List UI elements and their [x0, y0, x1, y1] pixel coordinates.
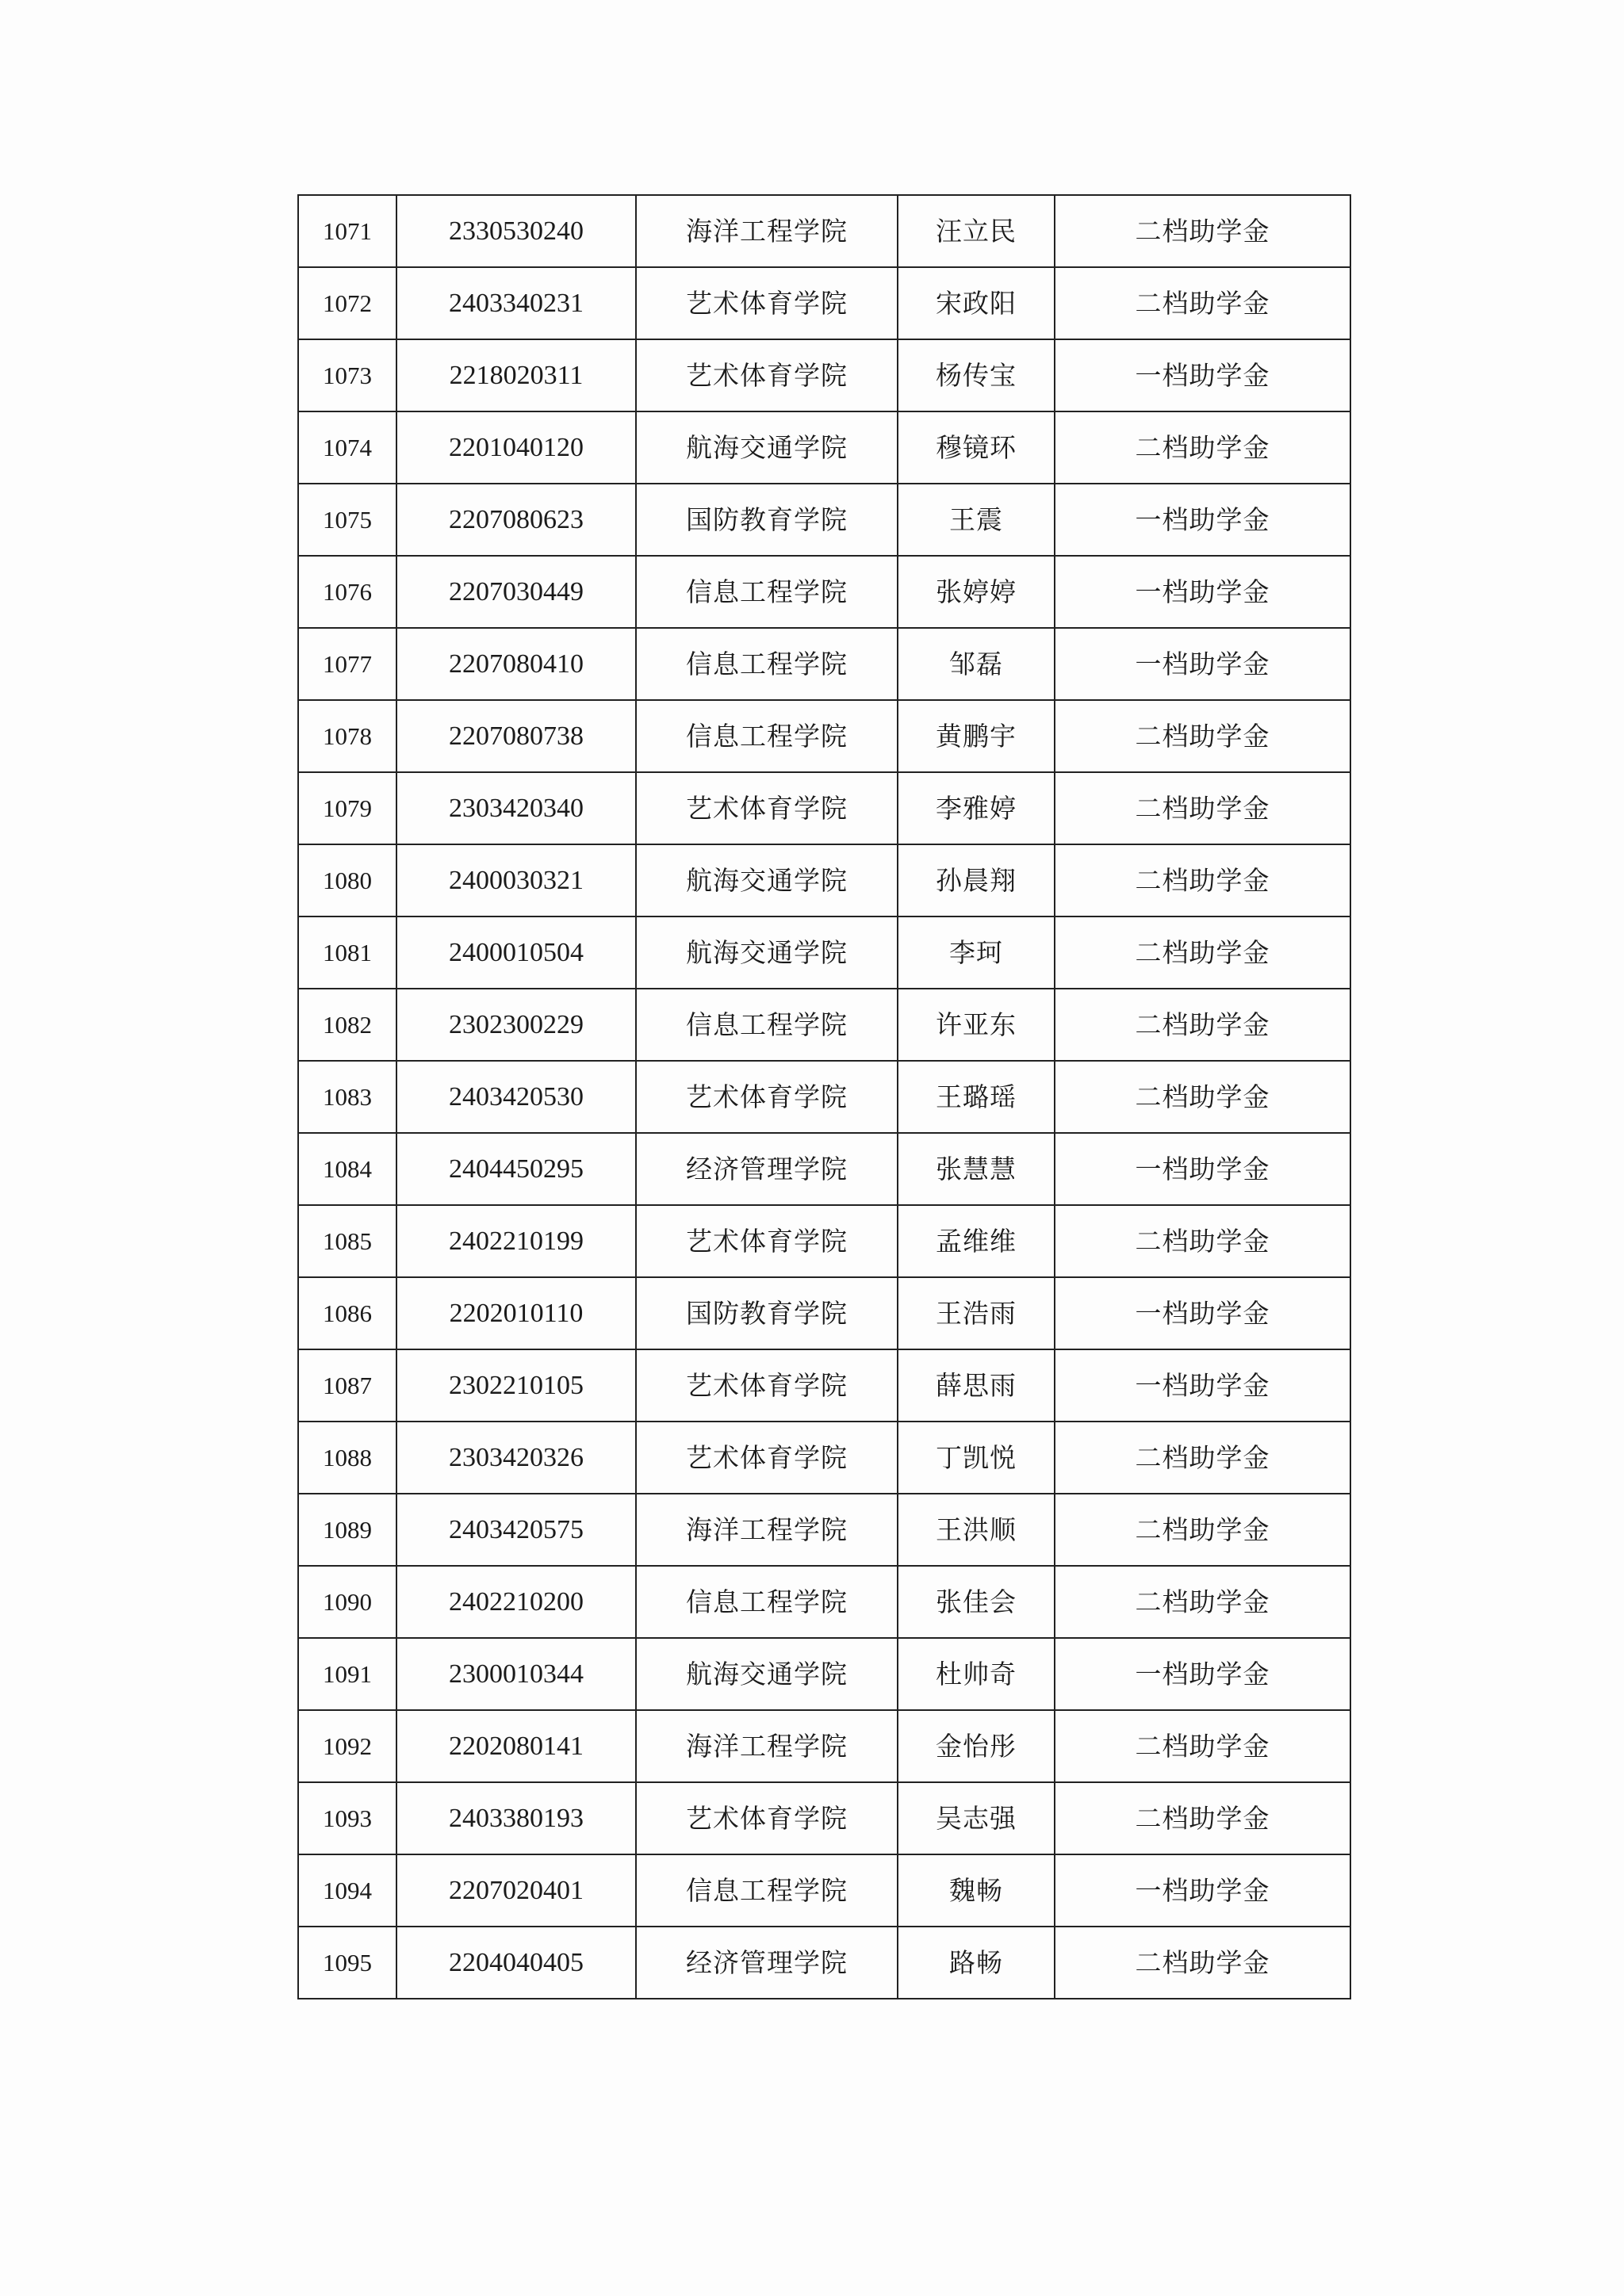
cell-sequence-number: 1091 [298, 1638, 396, 1710]
cell-student-name: 杜帅奇 [898, 1638, 1055, 1710]
cell-grant-level: 二档助学金 [1055, 916, 1350, 989]
cell-college: 国防教育学院 [636, 1277, 898, 1349]
cell-college: 艺术体育学院 [636, 267, 898, 339]
cell-student-id: 2218020311 [396, 339, 636, 411]
cell-student-name: 薛思雨 [898, 1349, 1055, 1422]
cell-sequence-number: 1089 [298, 1494, 396, 1566]
cell-college: 信息工程学院 [636, 556, 898, 628]
cell-college: 经济管理学院 [636, 1927, 898, 1999]
cell-college: 海洋工程学院 [636, 1710, 898, 1782]
cell-sequence-number: 1074 [298, 411, 396, 484]
cell-sequence-number: 1079 [298, 772, 396, 844]
cell-student-name: 张慧慧 [898, 1133, 1055, 1205]
cell-student-name: 李珂 [898, 916, 1055, 989]
cell-college: 航海交通学院 [636, 1638, 898, 1710]
table-row [298, 1349, 1350, 1422]
cell-grant-level: 二档助学金 [1055, 1566, 1350, 1638]
table-row [298, 556, 1350, 628]
cell-grant-level: 二档助学金 [1055, 1061, 1350, 1133]
cell-college: 航海交通学院 [636, 411, 898, 484]
cell-college: 海洋工程学院 [636, 195, 898, 267]
cell-sequence-number: 1092 [298, 1710, 396, 1782]
cell-sequence-number: 1085 [298, 1205, 396, 1277]
cell-student-name: 丁凯悦 [898, 1422, 1055, 1494]
cell-college: 艺术体育学院 [636, 1205, 898, 1277]
cell-sequence-number: 1094 [298, 1854, 396, 1927]
cell-sequence-number: 1083 [298, 1061, 396, 1133]
cell-sequence-number: 1088 [298, 1422, 396, 1494]
cell-student-name: 金怡彤 [898, 1710, 1055, 1782]
table-row [298, 844, 1350, 916]
cell-student-id: 2402210199 [396, 1205, 636, 1277]
cell-college: 艺术体育学院 [636, 772, 898, 844]
cell-student-name: 孟维维 [898, 1205, 1055, 1277]
cell-student-id: 2207080410 [396, 628, 636, 700]
cell-college: 信息工程学院 [636, 989, 898, 1061]
cell-grant-level: 一档助学金 [1055, 339, 1350, 411]
table-row [298, 1205, 1350, 1277]
cell-college: 艺术体育学院 [636, 1061, 898, 1133]
table-row [298, 267, 1350, 339]
table-row [298, 1133, 1350, 1205]
cell-student-name: 汪立民 [898, 195, 1055, 267]
grant-recipient-table [297, 194, 1351, 1999]
cell-sequence-number: 1093 [298, 1782, 396, 1854]
cell-student-id: 2402210200 [396, 1566, 636, 1638]
cell-sequence-number: 1086 [298, 1277, 396, 1349]
cell-grant-level: 二档助学金 [1055, 1927, 1350, 1999]
table-row [298, 195, 1350, 267]
cell-student-id: 2202080141 [396, 1710, 636, 1782]
cell-grant-level: 二档助学金 [1055, 267, 1350, 339]
cell-sequence-number: 1078 [298, 700, 396, 772]
cell-student-name: 李雅婷 [898, 772, 1055, 844]
cell-grant-level: 一档助学金 [1055, 1277, 1350, 1349]
cell-student-id: 2201040120 [396, 411, 636, 484]
cell-student-id: 2207020401 [396, 1854, 636, 1927]
table-row [298, 1494, 1350, 1566]
cell-student-name: 宋政阳 [898, 267, 1055, 339]
cell-college: 航海交通学院 [636, 916, 898, 989]
cell-college: 国防教育学院 [636, 484, 898, 556]
cell-grant-level: 二档助学金 [1055, 1494, 1350, 1566]
table-row [298, 1854, 1350, 1927]
cell-student-name: 魏畅 [898, 1854, 1055, 1927]
cell-student-name: 杨传宝 [898, 339, 1055, 411]
cell-grant-level: 一档助学金 [1055, 556, 1350, 628]
cell-student-id: 2300010344 [396, 1638, 636, 1710]
cell-student-id: 2330530240 [396, 195, 636, 267]
cell-sequence-number: 1080 [298, 844, 396, 916]
cell-grant-level: 二档助学金 [1055, 700, 1350, 772]
cell-sequence-number: 1084 [298, 1133, 396, 1205]
cell-college: 信息工程学院 [636, 1854, 898, 1927]
cell-college: 艺术体育学院 [636, 1782, 898, 1854]
cell-sequence-number: 1073 [298, 339, 396, 411]
cell-college: 航海交通学院 [636, 844, 898, 916]
cell-sequence-number: 1076 [298, 556, 396, 628]
table-row [298, 772, 1350, 844]
cell-student-id: 2207030449 [396, 556, 636, 628]
cell-sequence-number: 1072 [298, 267, 396, 339]
cell-student-id: 2404450295 [396, 1133, 636, 1205]
cell-college: 艺术体育学院 [636, 339, 898, 411]
table-row [298, 484, 1350, 556]
table-row [298, 1927, 1350, 1999]
cell-student-id: 2302210105 [396, 1349, 636, 1422]
cell-grant-level: 二档助学金 [1055, 772, 1350, 844]
cell-student-id: 2303420326 [396, 1422, 636, 1494]
table-row [298, 1566, 1350, 1638]
cell-student-id: 2403340231 [396, 267, 636, 339]
cell-grant-level: 一档助学金 [1055, 484, 1350, 556]
cell-student-name: 许亚东 [898, 989, 1055, 1061]
cell-college: 信息工程学院 [636, 628, 898, 700]
cell-grant-level: 一档助学金 [1055, 1638, 1350, 1710]
cell-grant-level: 二档助学金 [1055, 1782, 1350, 1854]
cell-sequence-number: 1090 [298, 1566, 396, 1638]
cell-college: 信息工程学院 [636, 1566, 898, 1638]
table-row [298, 1638, 1350, 1710]
table-row [298, 339, 1350, 411]
table-row [298, 1710, 1350, 1782]
cell-student-id: 2403420575 [396, 1494, 636, 1566]
cell-student-name: 邹磊 [898, 628, 1055, 700]
cell-student-name: 穆镜环 [898, 411, 1055, 484]
table-row [298, 1782, 1350, 1854]
cell-student-name: 王璐瑶 [898, 1061, 1055, 1133]
table-row [298, 989, 1350, 1061]
cell-student-id: 2207080623 [396, 484, 636, 556]
cell-student-id: 2403420530 [396, 1061, 636, 1133]
cell-student-name: 孙晨翔 [898, 844, 1055, 916]
cell-student-id: 2207080738 [396, 700, 636, 772]
cell-grant-level: 二档助学金 [1055, 989, 1350, 1061]
cell-student-id: 2400010504 [396, 916, 636, 989]
cell-sequence-number: 1082 [298, 989, 396, 1061]
cell-college: 经济管理学院 [636, 1133, 898, 1205]
cell-student-id: 2403380193 [396, 1782, 636, 1854]
cell-grant-level: 二档助学金 [1055, 195, 1350, 267]
table-row [298, 628, 1350, 700]
table-row [298, 916, 1350, 989]
cell-student-id: 2303420340 [396, 772, 636, 844]
cell-grant-level: 二档助学金 [1055, 1422, 1350, 1494]
cell-sequence-number: 1075 [298, 484, 396, 556]
cell-grant-level: 一档助学金 [1055, 1854, 1350, 1927]
cell-sequence-number: 1081 [298, 916, 396, 989]
table-row [298, 411, 1350, 484]
cell-sequence-number: 1087 [298, 1349, 396, 1422]
cell-grant-level: 二档助学金 [1055, 1205, 1350, 1277]
cell-college: 艺术体育学院 [636, 1349, 898, 1422]
table-row [298, 1422, 1350, 1494]
cell-grant-level: 一档助学金 [1055, 628, 1350, 700]
cell-student-name: 吴志强 [898, 1782, 1055, 1854]
cell-sequence-number: 1071 [298, 195, 396, 267]
table-body [298, 195, 1350, 1999]
cell-college: 海洋工程学院 [636, 1494, 898, 1566]
cell-student-name: 黄鹏宇 [898, 700, 1055, 772]
cell-grant-level: 一档助学金 [1055, 1133, 1350, 1205]
table-row [298, 700, 1350, 772]
cell-student-name: 张婷婷 [898, 556, 1055, 628]
cell-grant-level: 二档助学金 [1055, 411, 1350, 484]
cell-grant-level: 二档助学金 [1055, 1710, 1350, 1782]
cell-grant-level: 二档助学金 [1055, 844, 1350, 916]
cell-grant-level: 一档助学金 [1055, 1349, 1350, 1422]
cell-student-name: 张佳会 [898, 1566, 1055, 1638]
cell-student-name: 路畅 [898, 1927, 1055, 1999]
cell-sequence-number: 1077 [298, 628, 396, 700]
cell-student-id: 2302300229 [396, 989, 636, 1061]
cell-student-name: 王洪顺 [898, 1494, 1055, 1566]
table-row [298, 1277, 1350, 1349]
cell-sequence-number: 1095 [298, 1927, 396, 1999]
cell-student-id: 2202010110 [396, 1277, 636, 1349]
cell-student-id: 2204040405 [396, 1927, 636, 1999]
cell-student-name: 王浩雨 [898, 1277, 1055, 1349]
table-row [298, 1061, 1350, 1133]
cell-student-id: 2400030321 [396, 844, 636, 916]
cell-college: 艺术体育学院 [636, 1422, 898, 1494]
cell-student-name: 王震 [898, 484, 1055, 556]
cell-college: 信息工程学院 [636, 700, 898, 772]
